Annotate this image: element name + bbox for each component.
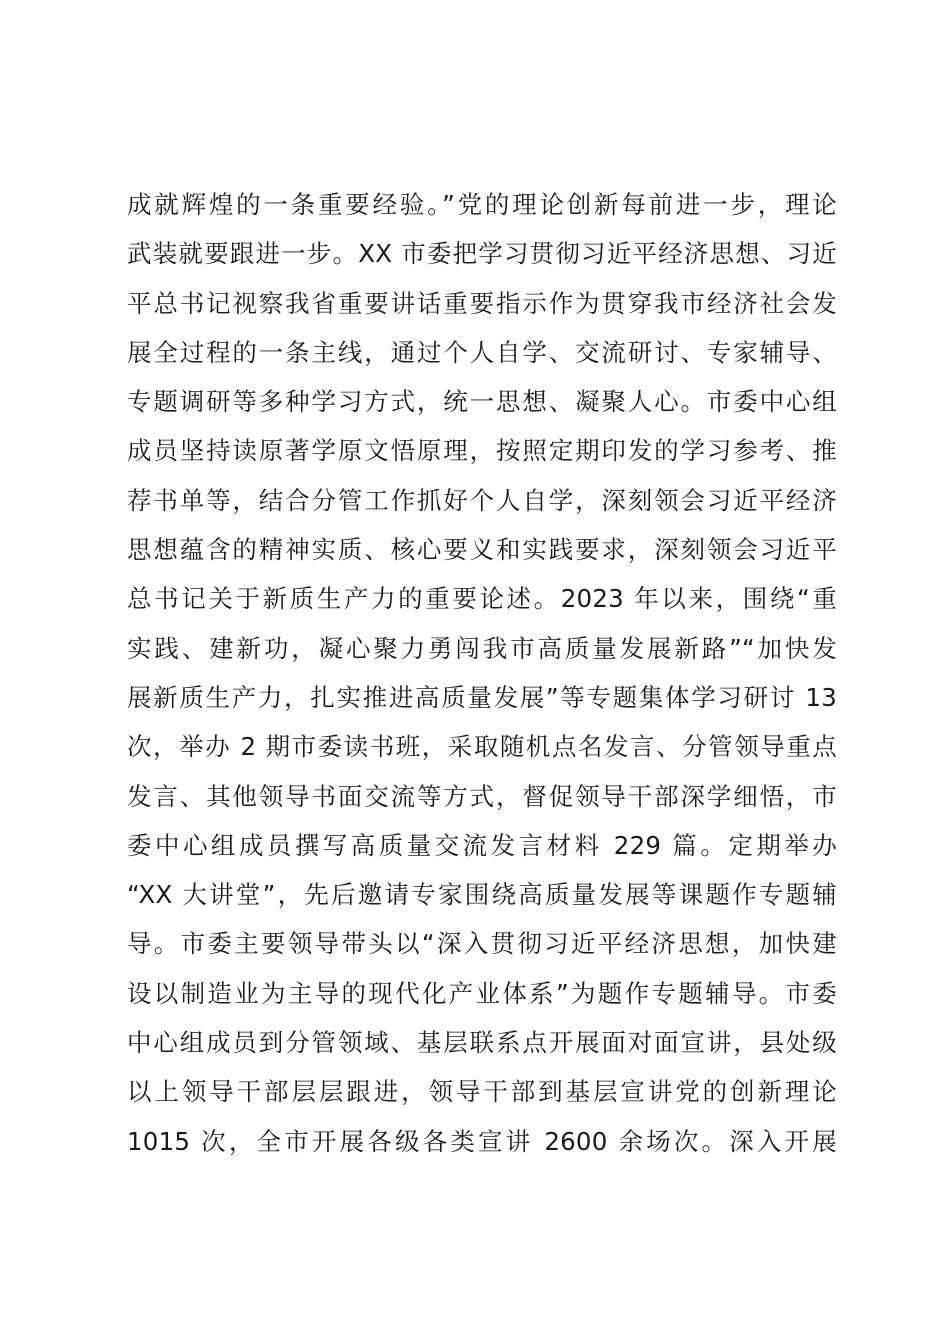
- text-line: 导。市委主要领导带头以“深入贯彻习近平经济思想，加快建: [127, 929, 837, 959]
- text-line: 思想蕴含的精神实质、核心要义和实践要求，深刻领会习近平: [127, 535, 837, 565]
- text-line: 中心组成员到分管领域、基层联系点开展面对面宣讲，县处级: [127, 1028, 837, 1058]
- text-line: 展全过程的一条主线，通过个人自学、交流研讨、专家辅导、: [127, 337, 837, 367]
- text-line: 设以制造业为主导的现代化产业体系”为题作专题辅导。市委: [127, 978, 837, 1008]
- text-line: “XX 大讲堂”，先后邀请专家围绕高质量发展等课题作专题辅: [127, 880, 837, 910]
- text-line: 武装就要跟进一步。XX 市委把学习贯彻习近平经济思想、习近: [127, 239, 837, 269]
- text-line: 专题调研等多种学习方式，统一思想、凝聚人心。市委中心组: [127, 387, 837, 417]
- text-line: 委中心组成员撰写高质量交流发言材料 229 篇。定期举办: [127, 830, 837, 860]
- text-line: 展新质生产力，扎实推进高质量发展”等专题集体学习研讨 13: [127, 682, 837, 712]
- text-line: 发言、其他领导书面交流等方式，督促领导干部深学细悟，市: [127, 781, 837, 811]
- text-line: 荐书单等，结合分管工作抓好个人自学，深刻领会习近平经济: [127, 485, 837, 515]
- text-line: 实践、建新功，凝心聚力勇闯我市高质量发展新路”“加快发: [127, 633, 837, 663]
- text-line: 平总书记视察我省重要讲话重要指示作为贯穿我市经济社会发: [127, 288, 837, 318]
- body-paragraph: [127, 180, 837, 1166]
- text-line: 成员坚持读原著学原文悟原理，按照定期印发的学习参考、推: [127, 436, 837, 466]
- text-line: 成就辉煌的一条重要经验。”党的理论创新每前进一步，理论: [127, 190, 837, 219]
- text-line: 1015 次，全市开展各级各类宣讲 2600 余场次。深入开展: [127, 1126, 837, 1156]
- text-line: 以上领导干部层层跟进，领导干部到基层宣讲党的创新理论: [127, 1077, 837, 1107]
- text-line: 总书记关于新质生产力的重要论述。2023 年以来，围绕“重: [127, 584, 837, 614]
- text-line: 次，举办 2 期市委读书班，采取随机点名发言、分管领导重点: [127, 732, 837, 762]
